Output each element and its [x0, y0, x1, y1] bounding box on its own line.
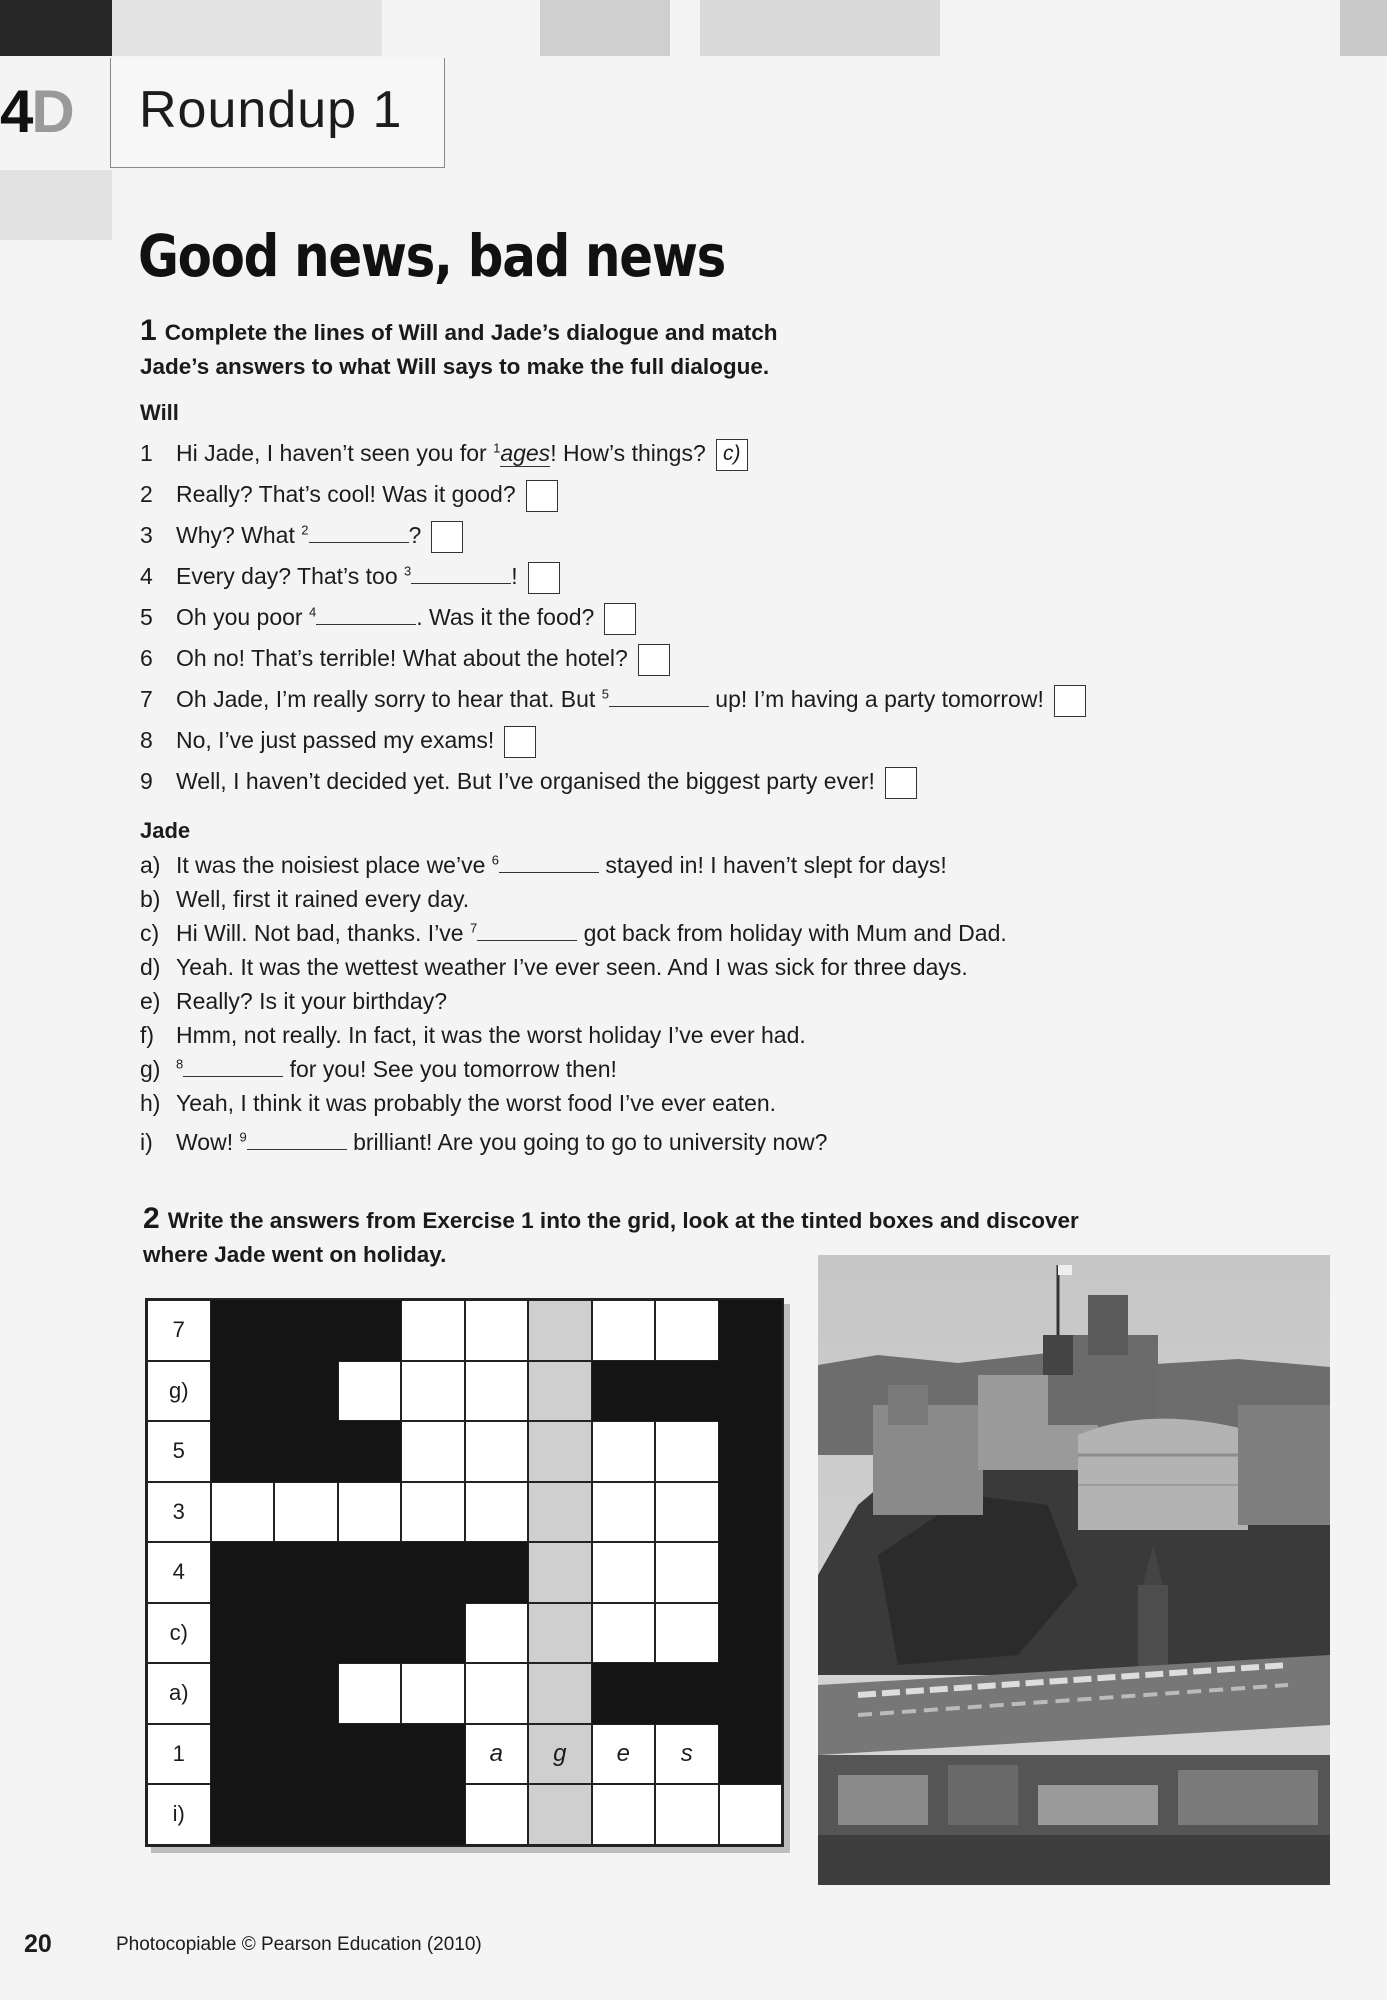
- grid-cell-blocked: [274, 1663, 338, 1724]
- header-strip: [700, 0, 940, 56]
- section-title: Roundup 1: [139, 81, 403, 139]
- grid-cell-blocked: [274, 1361, 338, 1422]
- gap-blank[interactable]: [316, 604, 416, 625]
- grid-cell-blocked: [211, 1663, 275, 1724]
- grid-cell-blocked: [211, 1603, 275, 1664]
- will-line: [140, 761, 917, 801]
- line-text: . Was it the food?: [416, 604, 595, 630]
- line-letter: d): [140, 954, 161, 980]
- grid-cell-blocked: [592, 1361, 656, 1422]
- instruction-line: where Jade went on holiday.: [143, 1242, 447, 1267]
- line-text: Well, first it rained every day.: [176, 886, 470, 912]
- gap-blank[interactable]: [609, 686, 709, 707]
- line-letter: i): [140, 1129, 153, 1155]
- gap-number: 1: [493, 440, 501, 456]
- gap-number: 6: [491, 852, 500, 868]
- grid-cell-tinted[interactable]: [528, 1603, 592, 1664]
- grid-cell[interactable]: [465, 1784, 529, 1845]
- gap-number: 5: [601, 686, 609, 702]
- jade-line: [140, 1086, 776, 1120]
- will-line: [140, 433, 748, 473]
- unit-code: [0, 78, 73, 145]
- instruction-line: Write the answers from Exercise 1 into the grid, look at the tinted boxes and discover: [167, 1208, 1079, 1233]
- line-text: Well, I haven’t decided yet. But I’ve organised the biggest party ever!: [176, 768, 875, 794]
- grid-cell[interactable]: [338, 1361, 402, 1422]
- match-box[interactable]: c): [716, 439, 748, 471]
- corner-tab: [0, 0, 112, 56]
- grid-cell-tinted[interactable]: [528, 1542, 592, 1603]
- example-answer: ages: [500, 440, 551, 466]
- grid-cell[interactable]: [655, 1542, 719, 1603]
- header-strip: [112, 0, 382, 56]
- jade-label: Jade: [140, 818, 191, 843]
- grid-cell[interactable]: a: [465, 1724, 529, 1785]
- line-text: Oh you poor: [176, 604, 309, 630]
- line-letter: h): [140, 1090, 161, 1116]
- side-band: [0, 170, 112, 240]
- grid-cell[interactable]: [592, 1421, 656, 1482]
- grid-cell-blocked: [338, 1724, 402, 1785]
- grid-cell[interactable]: [655, 1482, 719, 1543]
- grid-cell[interactable]: [401, 1361, 465, 1422]
- grid-cell-blocked: [719, 1421, 783, 1482]
- grid-cell-blocked: [719, 1482, 783, 1543]
- grid-cell-blocked: [655, 1663, 719, 1724]
- line-text: Really? That’s cool! Was it good?: [176, 481, 516, 507]
- grid-cell-blocked: [274, 1542, 338, 1603]
- line-letter: a): [140, 852, 161, 878]
- line-letter: e): [140, 988, 161, 1014]
- grid-cell[interactable]: [655, 1421, 719, 1482]
- line-text: Hi Jade, I haven’t seen you for: [176, 440, 494, 466]
- grid-cell[interactable]: [401, 1663, 465, 1724]
- line-number: 8: [140, 727, 153, 753]
- grid-cell[interactable]: [274, 1482, 338, 1543]
- match-box[interactable]: [1054, 685, 1086, 717]
- gap-number: 7: [470, 920, 478, 936]
- jade-line: [140, 848, 947, 882]
- jade-line: [140, 1018, 806, 1052]
- line-text: !: [511, 563, 518, 589]
- line-letter: b): [140, 886, 161, 912]
- match-box[interactable]: [504, 726, 536, 758]
- grid-cell-tinted[interactable]: [528, 1663, 592, 1724]
- grid-row-label: c): [147, 1603, 211, 1664]
- grid-cell[interactable]: [338, 1663, 402, 1724]
- grid-cell-blocked: [211, 1724, 275, 1785]
- will-line: [140, 638, 670, 678]
- grid-cell-blocked: [719, 1663, 783, 1724]
- line-letter: c): [140, 920, 160, 946]
- line-number: 6: [140, 645, 153, 671]
- grid-row-label: i): [147, 1784, 211, 1845]
- grid-cell-blocked: [338, 1603, 402, 1664]
- jade-line: [140, 916, 1007, 950]
- line-text: Oh Jade, I’m really sorry to hear that. But: [176, 686, 602, 712]
- match-box[interactable]: [885, 767, 917, 799]
- grid-cell-blocked: [465, 1542, 529, 1603]
- will-label: Will: [140, 400, 179, 425]
- grid-cell[interactable]: [401, 1482, 465, 1543]
- header-strip: [540, 0, 670, 56]
- line-number: 7: [140, 686, 153, 712]
- grid-cell[interactable]: s: [655, 1724, 719, 1785]
- grid-cell-tinted[interactable]: [528, 1361, 592, 1422]
- grid-cell-blocked: [211, 1421, 275, 1482]
- line-text: Oh no! That’s terrible! What about the hotel?: [176, 645, 628, 671]
- grid-cell-blocked: [401, 1724, 465, 1785]
- grid-cell[interactable]: [401, 1300, 465, 1361]
- line-letter: g): [140, 1056, 161, 1082]
- grid-cell[interactable]: [592, 1482, 656, 1543]
- line-text: Hi Will. Not bad, thanks. I’ve: [176, 920, 470, 946]
- exercise-number: 1: [140, 314, 157, 347]
- grid-cell-blocked: [338, 1542, 402, 1603]
- line-text: Every day? That’s too: [176, 563, 405, 589]
- line-text: It was the noisiest place we’ve: [176, 852, 492, 878]
- line-text: ?: [408, 522, 422, 548]
- grid-cell-blocked: [401, 1603, 465, 1664]
- grid-cell-blocked: [338, 1421, 402, 1482]
- grid-cell[interactable]: [465, 1603, 529, 1664]
- grid-cell[interactable]: [592, 1784, 656, 1845]
- line-text: Why? What: [176, 522, 302, 548]
- line-number: 9: [140, 768, 153, 794]
- gap-number: 9: [239, 1129, 247, 1145]
- line-text: Wow!: [176, 1129, 240, 1155]
- match-box[interactable]: [431, 521, 463, 553]
- gap-blank[interactable]: [309, 522, 409, 543]
- gap-blank[interactable]: [499, 852, 599, 873]
- exercise-number: 2: [143, 1202, 160, 1235]
- line-text: Yeah, I think it was probably the worst food I’ve ever eaten.: [176, 1090, 777, 1116]
- line-number: 2: [140, 481, 153, 507]
- jade-line: [140, 984, 447, 1018]
- grid-cell-blocked: [401, 1784, 465, 1845]
- section-title-box: [110, 58, 445, 168]
- grid-cell-tinted[interactable]: [528, 1421, 592, 1482]
- grid-cell-blocked: [211, 1784, 275, 1845]
- grid-cell-blocked: [719, 1603, 783, 1664]
- grid-cell-blocked: [719, 1361, 783, 1422]
- grid-cell-tinted[interactable]: [528, 1482, 592, 1543]
- grid-cell-tinted[interactable]: [528, 1300, 592, 1361]
- grid-cell-blocked: [719, 1542, 783, 1603]
- will-line: [140, 556, 560, 596]
- will-line: [140, 720, 536, 760]
- grid-cell[interactable]: [655, 1300, 719, 1361]
- grid-row-label: 1: [147, 1724, 211, 1785]
- grid-row-label: 7: [147, 1300, 211, 1361]
- page-title: Good news, bad news: [138, 222, 726, 290]
- castle-photo: [818, 1255, 1330, 1885]
- gap-number: 3: [404, 563, 412, 579]
- grid-row-label: g): [147, 1361, 211, 1422]
- grid-cell[interactable]: [719, 1784, 783, 1845]
- grid-cell[interactable]: [592, 1542, 656, 1603]
- gap-number: 2: [301, 522, 309, 538]
- grid-cell-blocked: [592, 1663, 656, 1724]
- grid-cell-tinted[interactable]: [528, 1784, 592, 1845]
- header-strip: [1340, 0, 1387, 56]
- will-line: [140, 474, 558, 514]
- grid-cell-blocked: [655, 1361, 719, 1422]
- page-number: 20: [24, 1930, 52, 1958]
- grid-cell-blocked: [211, 1300, 275, 1361]
- grid-cell[interactable]: [592, 1300, 656, 1361]
- unit-number: 4: [0, 78, 32, 145]
- will-line: [140, 679, 1086, 719]
- grid-cell-tinted[interactable]: g: [528, 1724, 592, 1785]
- line-text: Hmm, not really. In fact, it was the worst holiday I’ve ever had.: [176, 1022, 806, 1048]
- line-number: 1: [140, 440, 153, 466]
- match-box[interactable]: [638, 644, 670, 676]
- grid-row-label: 5: [147, 1421, 211, 1482]
- grid-row-label: 4: [147, 1542, 211, 1603]
- match-box[interactable]: [528, 562, 560, 594]
- line-number: 5: [140, 604, 153, 630]
- grid-cell[interactable]: [465, 1482, 529, 1543]
- crossword-grid: [145, 1298, 784, 1847]
- gap-blank[interactable]: [183, 1056, 283, 1077]
- grid-cell-blocked: [338, 1784, 402, 1845]
- grid-cell-blocked: [274, 1784, 338, 1845]
- jade-line: [140, 950, 968, 984]
- grid-cell-blocked: [274, 1300, 338, 1361]
- instruction-line: Complete the lines of Will and Jade’s dialogue and match: [164, 320, 778, 345]
- gap-number: 4: [308, 604, 317, 620]
- grid-cell[interactable]: [465, 1300, 529, 1361]
- grid-cell[interactable]: [465, 1421, 529, 1482]
- line-text: for you! See you tomorrow then!: [283, 1056, 617, 1082]
- grid-cell[interactable]: e: [592, 1724, 656, 1785]
- line-text: No, I’ve just passed my exams!: [176, 727, 495, 753]
- will-line: [140, 515, 463, 555]
- line-text: stayed in! I haven’t slept for days!: [599, 852, 947, 878]
- grid-cell[interactable]: [655, 1784, 719, 1845]
- grid-cell[interactable]: [592, 1603, 656, 1664]
- grid-row-label: a): [147, 1663, 211, 1724]
- grid-row-label: 3: [147, 1482, 211, 1543]
- line-number: 3: [140, 522, 153, 548]
- match-box[interactable]: [604, 603, 636, 635]
- line-letter: f): [140, 1022, 155, 1048]
- grid-cell-blocked: [211, 1361, 275, 1422]
- unit-letter: D: [31, 78, 73, 145]
- match-box[interactable]: [526, 480, 558, 512]
- grid-cell[interactable]: [465, 1663, 529, 1724]
- grid-cell[interactable]: [211, 1482, 275, 1543]
- copyright-notice: Photocopiable © Pearson Education (2010): [116, 1934, 482, 1955]
- grid-cell[interactable]: [401, 1421, 465, 1482]
- grid-cell-blocked: [274, 1421, 338, 1482]
- line-text: brilliant! Are you going to go to university now?: [346, 1129, 828, 1155]
- grid-cell-blocked: [274, 1724, 338, 1785]
- grid-cell-blocked: [274, 1603, 338, 1664]
- grid-cell[interactable]: [465, 1361, 529, 1422]
- line-text: got back from holiday with Mum and Dad.: [577, 920, 1007, 946]
- gap-blank[interactable]: [477, 920, 577, 941]
- grid-cell-blocked: [401, 1542, 465, 1603]
- gap-number: 8: [176, 1056, 184, 1072]
- grid-cell-blocked: [211, 1542, 275, 1603]
- line-number: 4: [140, 563, 153, 589]
- grid-cell-blocked: [719, 1724, 783, 1785]
- gap-blank[interactable]: [411, 563, 511, 584]
- grid-cell-blocked: [719, 1300, 783, 1361]
- gap-blank[interactable]: [247, 1129, 347, 1150]
- line-text: Really? Is it your birthday?: [176, 988, 448, 1014]
- jade-line: [140, 1125, 827, 1159]
- instruction-line: Jade’s answers to what Will says to make the full dialogue.: [140, 354, 770, 379]
- grid-cell[interactable]: [655, 1603, 719, 1664]
- grid-cell[interactable]: [338, 1482, 402, 1543]
- line-text: Yeah. It was the wettest weather I’ve ever seen. And I was sick for three days.: [176, 954, 968, 980]
- exercise-1-instruction: [140, 314, 778, 384]
- line-text: ! How’s things?: [550, 440, 706, 466]
- grid-cell-blocked: [338, 1300, 402, 1361]
- will-line: [140, 597, 636, 637]
- jade-line: [140, 882, 469, 916]
- jade-line: [140, 1052, 617, 1086]
- line-text: up! I’m having a party tomorrow!: [708, 686, 1044, 712]
